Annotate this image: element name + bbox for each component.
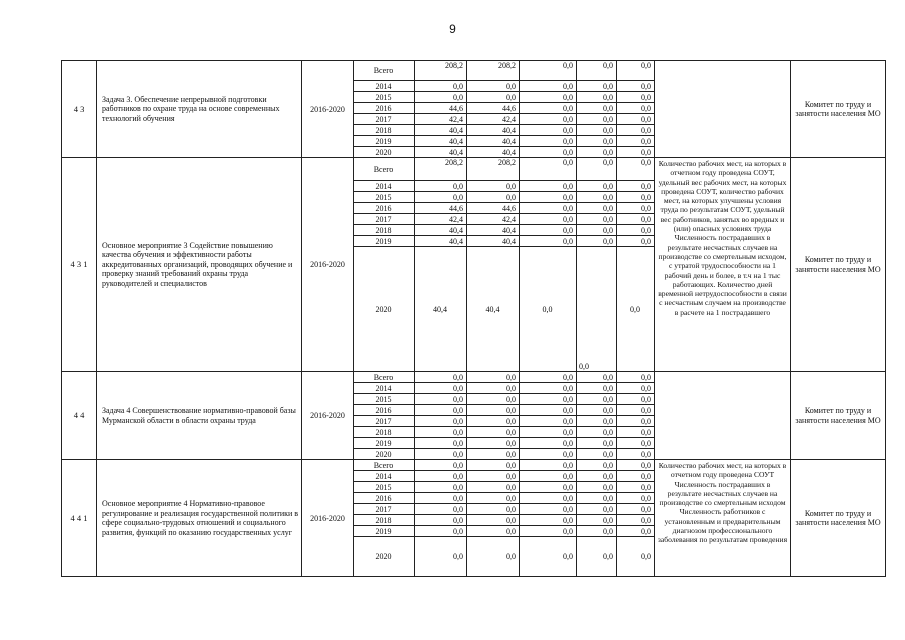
- value-cell: 0,0: [520, 181, 577, 192]
- row-period: 2016-2020: [302, 158, 354, 372]
- value-cell: 0,0: [577, 114, 617, 125]
- value-cell: 0,0: [577, 158, 617, 181]
- value-cell: 0,0: [415, 383, 467, 394]
- value-cell: 0,0: [577, 504, 617, 515]
- row-executor: Комитет по труду и занятости населения МО: [791, 460, 886, 577]
- value-cell: 40,4: [467, 236, 520, 247]
- table-row: [62, 61, 886, 81]
- value-cell: 0,0: [577, 81, 617, 92]
- value-cell: 0,0: [617, 247, 655, 372]
- value-cell: 0,0: [617, 383, 655, 394]
- value-cell: 40,4: [467, 125, 520, 136]
- value-cell: 0,0: [520, 125, 577, 136]
- row-code: 4 3: [62, 61, 97, 158]
- value-cell: 0,0: [617, 92, 655, 103]
- value-cell: 0,0: [415, 460, 467, 471]
- value-cell: 0,0: [467, 81, 520, 92]
- year-cell: 2015: [354, 192, 415, 203]
- value-cell: 0,0: [520, 214, 577, 225]
- value-cell: 44,6: [467, 103, 520, 114]
- value-cell: 0,0: [467, 181, 520, 192]
- value-cell: 0,0: [577, 526, 617, 537]
- row-indicators: Количество рабочих мест, на которых в отчетном году проведена СОУТ, удельный вес рабочих мест, на которых проведена СОУТ, количество рабочих мест, на которых улучшены условия труда по результатам СОУТ, удельный вес работников, занятых во вредных и (или) опасных условиях труда Численность пострадавших в результате несчастных случаев на производстве со смертельным исходом, с утратой трудоспособности на 1 рабочий день и более, в т.ч на 1 тыс работающих. Количество дней временной нетрудоспособности в связи с несчастным случаем на производстве в расчете на 1 пострадавшего: [655, 158, 791, 372]
- value-cell: 0,0: [617, 61, 655, 81]
- year-cell: 2019: [354, 236, 415, 247]
- value-cell: 0,0: [415, 471, 467, 482]
- year-cell: Всего: [354, 372, 415, 383]
- value-cell: 0,0: [520, 515, 577, 526]
- page-number: 9: [449, 22, 456, 36]
- year-cell: 2014: [354, 383, 415, 394]
- value-cell: 0,0: [415, 504, 467, 515]
- value-cell: 0,0: [577, 214, 617, 225]
- value-cell: 0,0: [617, 103, 655, 114]
- value-cell: 0,0: [520, 103, 577, 114]
- value-cell: 0,0: [617, 136, 655, 147]
- year-cell: 2019: [354, 438, 415, 449]
- value-cell: 0,0: [467, 460, 520, 471]
- table-row: [62, 460, 886, 471]
- value-cell: 0,0: [577, 92, 617, 103]
- value-cell: 0,0: [577, 416, 617, 427]
- value-cell: 0,0: [520, 203, 577, 214]
- value-cell: 0,0: [617, 125, 655, 136]
- table-row: [62, 372, 886, 383]
- year-cell: 2020: [354, 247, 415, 372]
- year-cell: 2014: [354, 471, 415, 482]
- row-executor: Комитет по труду и занятости населения МО: [791, 158, 886, 372]
- value-cell: 0,0: [467, 526, 520, 537]
- value-cell: 0,0: [617, 449, 655, 460]
- value-cell: 0,0: [577, 449, 617, 460]
- value-cell: 0,0: [467, 449, 520, 460]
- year-cell: 2016: [354, 203, 415, 214]
- value-cell: 0,0: [577, 147, 617, 158]
- value-cell: 40,4: [415, 247, 467, 372]
- value-cell: 0,0: [520, 81, 577, 92]
- value-cell: 0,0: [617, 114, 655, 125]
- value-cell: 0,0: [577, 136, 617, 147]
- row-executor: Комитет по труду и занятости населения МО: [791, 372, 886, 460]
- row-indicators: Количество рабочих мест, на которых в отчетном году проведена СОУТ Численность пострадавших в результате несчастных случаев на производстве со смертельным исходом Численность работников с установленным и предварительным диагнозом профессионального заболевания по результатам проведения: [655, 460, 791, 577]
- value-cell: 0,0: [577, 383, 617, 394]
- value-cell: 40,4: [467, 147, 520, 158]
- row-indicators: [655, 372, 791, 460]
- value-cell: 0,0: [467, 504, 520, 515]
- value-cell: 0,0: [467, 482, 520, 493]
- year-cell: 2018: [354, 515, 415, 526]
- value-cell: 40,4: [415, 225, 467, 236]
- value-cell: 40,4: [415, 125, 467, 136]
- value-cell: 0,0: [617, 537, 655, 577]
- value-cell: 0,0: [467, 405, 520, 416]
- value-cell: 0,0: [415, 427, 467, 438]
- value-cell: 0,0: [520, 394, 577, 405]
- year-cell: 2020: [354, 449, 415, 460]
- year-cell: 2018: [354, 125, 415, 136]
- year-cell: 2019: [354, 526, 415, 537]
- value-cell: 42,4: [415, 214, 467, 225]
- value-cell: 208,2: [415, 61, 467, 81]
- value-cell: 0,0: [520, 192, 577, 203]
- value-cell: 0,0: [577, 394, 617, 405]
- value-cell: 0,0: [467, 394, 520, 405]
- value-cell: 0,0: [467, 493, 520, 504]
- value-cell: 0,0: [577, 405, 617, 416]
- year-cell: Всего: [354, 158, 415, 181]
- year-cell: 2016: [354, 493, 415, 504]
- value-cell: 44,6: [467, 203, 520, 214]
- value-cell: 0,0: [577, 225, 617, 236]
- value-cell: 0,0: [617, 482, 655, 493]
- year-cell: 2016: [354, 405, 415, 416]
- value-cell: 0,0: [415, 181, 467, 192]
- value-cell: 0,0: [520, 147, 577, 158]
- value-cell: 0,0: [617, 225, 655, 236]
- row-period: 2016-2020: [302, 460, 354, 577]
- year-cell: 2016: [354, 103, 415, 114]
- budget-table: [61, 60, 886, 577]
- value-cell: 0,0: [617, 372, 655, 383]
- value-cell: 0,0: [467, 192, 520, 203]
- value-cell: 0,0: [617, 147, 655, 158]
- value-cell: 0,0: [415, 515, 467, 526]
- value-cell: 0,0: [415, 526, 467, 537]
- value-cell: 0,0: [520, 405, 577, 416]
- value-cell: 0,0: [467, 416, 520, 427]
- value-cell: 0,0: [617, 394, 655, 405]
- value-cell: 0,0: [467, 515, 520, 526]
- year-cell: 2015: [354, 482, 415, 493]
- year-cell: 2020: [354, 147, 415, 158]
- value-cell: 42,4: [467, 114, 520, 125]
- year-cell: 2018: [354, 225, 415, 236]
- value-cell: 0,0: [617, 515, 655, 526]
- value-cell: 0,0: [415, 537, 467, 577]
- value-cell: 0,0: [617, 81, 655, 92]
- value-cell: 0,0: [617, 493, 655, 504]
- value-cell: 208,2: [415, 158, 467, 181]
- value-cell: 0,0: [520, 504, 577, 515]
- row-code: 4 4 1: [62, 460, 97, 577]
- value-cell: 0,0: [467, 92, 520, 103]
- value-cell: 0,0: [617, 438, 655, 449]
- value-cell: 0,0: [415, 438, 467, 449]
- row-period: 2016-2020: [302, 372, 354, 460]
- value-cell: 0,0: [520, 225, 577, 236]
- value-cell-bottom: 0,0: [579, 362, 589, 371]
- value-cell: 0,0: [520, 383, 577, 394]
- value-cell: 0,0: [577, 125, 617, 136]
- row-period: 2016-2020: [302, 61, 354, 158]
- value-cell: 0,0: [577, 460, 617, 471]
- row-name: Основное мероприятие 4 Нормативно-правовое регулирование и реализация государственной политики в сфере социально-трудовых отношений и социального развития, функций по оказанию государственных услуг: [97, 460, 302, 577]
- value-cell: 44,6: [415, 203, 467, 214]
- value-cell: 0,0: [520, 427, 577, 438]
- year-cell: 2015: [354, 394, 415, 405]
- value-cell: 0,0: [415, 482, 467, 493]
- value-cell: 0,0: [520, 526, 577, 537]
- value-cell: 0,0: [467, 471, 520, 482]
- value-cell: 0,0: [415, 81, 467, 92]
- value-cell: 0,0: [520, 471, 577, 482]
- value-cell: 0,0: [577, 192, 617, 203]
- year-cell: 2014: [354, 181, 415, 192]
- value-cell: 0,0: [617, 405, 655, 416]
- value-cell: 0,0: [577, 103, 617, 114]
- value-cell: 0,0: [577, 203, 617, 214]
- value-cell: 0,0: [467, 372, 520, 383]
- value-cell: 0,0: [520, 136, 577, 147]
- row-code: 4 4: [62, 372, 97, 460]
- value-cell: 0,0: [577, 427, 617, 438]
- value-cell: 40,4: [467, 225, 520, 236]
- value-cell: 0,0: [617, 460, 655, 471]
- value-cell: 0,0: [415, 416, 467, 427]
- row-name: Основное мероприятие 3 Содействие повышению качества обучения и эффективности работы аккредитованных организаций, проводящих обучение и проверку знаний требований охраны труда руководителей и специалистов: [97, 158, 302, 372]
- year-cell: 2017: [354, 214, 415, 225]
- value-cell: 0,0: [617, 427, 655, 438]
- value-cell: 0,0: [617, 526, 655, 537]
- value-cell: 0,0: [467, 438, 520, 449]
- row-name: Задача 4 Совершенствование нормативно-правовой базы Мурманской области в области охраны труда: [97, 372, 302, 460]
- value-cell: 0,0: [577, 537, 617, 577]
- row-code: 4 3 1: [62, 158, 97, 372]
- value-cell: 40,4: [415, 136, 467, 147]
- value-cell: 0,0: [520, 92, 577, 103]
- year-cell: Всего: [354, 460, 415, 471]
- row-name: Задача 3. Обеспечение непрерывной подготовки работников по охране труда на основе современных технологий обучения: [97, 61, 302, 158]
- row-executor: Комитет по труду и занятости населения МО: [791, 61, 886, 158]
- value-cell: 0,0: [617, 471, 655, 482]
- value-cell: 42,4: [415, 114, 467, 125]
- value-cell: 40,4: [467, 136, 520, 147]
- value-cell: [577, 247, 617, 372]
- year-cell: 2017: [354, 114, 415, 125]
- value-cell: 0,0: [577, 61, 617, 81]
- value-cell: 0,0: [415, 394, 467, 405]
- year-cell: 2014: [354, 81, 415, 92]
- value-cell: 40,4: [415, 147, 467, 158]
- value-cell: 0,0: [520, 247, 577, 372]
- value-cell: 0,0: [520, 493, 577, 504]
- value-cell: 0,0: [617, 181, 655, 192]
- value-cell: 0,0: [617, 158, 655, 181]
- value-cell: 0,0: [577, 515, 617, 526]
- value-cell: 0,0: [577, 482, 617, 493]
- value-cell: 0,0: [577, 438, 617, 449]
- value-cell: 0,0: [520, 482, 577, 493]
- value-cell: 0,0: [577, 471, 617, 482]
- value-cell: 0,0: [415, 192, 467, 203]
- value-cell: 0,0: [520, 372, 577, 383]
- value-cell: 0,0: [577, 236, 617, 247]
- value-cell: 0,0: [520, 449, 577, 460]
- value-cell: 0,0: [415, 372, 467, 383]
- value-cell: 0,0: [520, 158, 577, 181]
- year-cell: 2018: [354, 427, 415, 438]
- value-cell: 0,0: [617, 192, 655, 203]
- value-cell: 0,0: [415, 493, 467, 504]
- value-cell: 0,0: [467, 537, 520, 577]
- value-cell: 208,2: [467, 158, 520, 181]
- year-cell: 2020: [354, 537, 415, 577]
- value-cell: 0,0: [520, 416, 577, 427]
- value-cell: 0,0: [617, 416, 655, 427]
- row-indicators: [655, 61, 791, 158]
- value-cell: 0,0: [467, 383, 520, 394]
- value-cell: 42,4: [467, 214, 520, 225]
- value-cell: 0,0: [520, 460, 577, 471]
- value-cell: 0,0: [520, 438, 577, 449]
- value-cell: 0,0: [577, 181, 617, 192]
- value-cell: 0,0: [415, 449, 467, 460]
- value-cell: 0,0: [415, 405, 467, 416]
- year-cell: 2015: [354, 92, 415, 103]
- table-row: [62, 158, 886, 181]
- value-cell: 0,0: [617, 214, 655, 225]
- value-cell: 44,6: [415, 103, 467, 114]
- value-cell: 0,0: [467, 427, 520, 438]
- value-cell: 0,0: [520, 114, 577, 125]
- value-cell: 0,0: [617, 203, 655, 214]
- value-cell: 0,0: [520, 61, 577, 81]
- value-cell: 0,0: [617, 504, 655, 515]
- value-cell: 0,0: [520, 236, 577, 247]
- value-cell: 0,0: [415, 92, 467, 103]
- value-cell: 208,2: [467, 61, 520, 81]
- value-cell: 0,0: [520, 537, 577, 577]
- year-cell: 2017: [354, 416, 415, 427]
- value-cell: 0,0: [577, 372, 617, 383]
- value-cell: 40,4: [467, 247, 520, 372]
- value-cell: 0,0: [577, 493, 617, 504]
- year-cell: 2019: [354, 136, 415, 147]
- value-cell: 40,4: [415, 236, 467, 247]
- year-cell: Всего: [354, 61, 415, 81]
- value-cell: 0,0: [617, 236, 655, 247]
- year-cell: 2017: [354, 504, 415, 515]
